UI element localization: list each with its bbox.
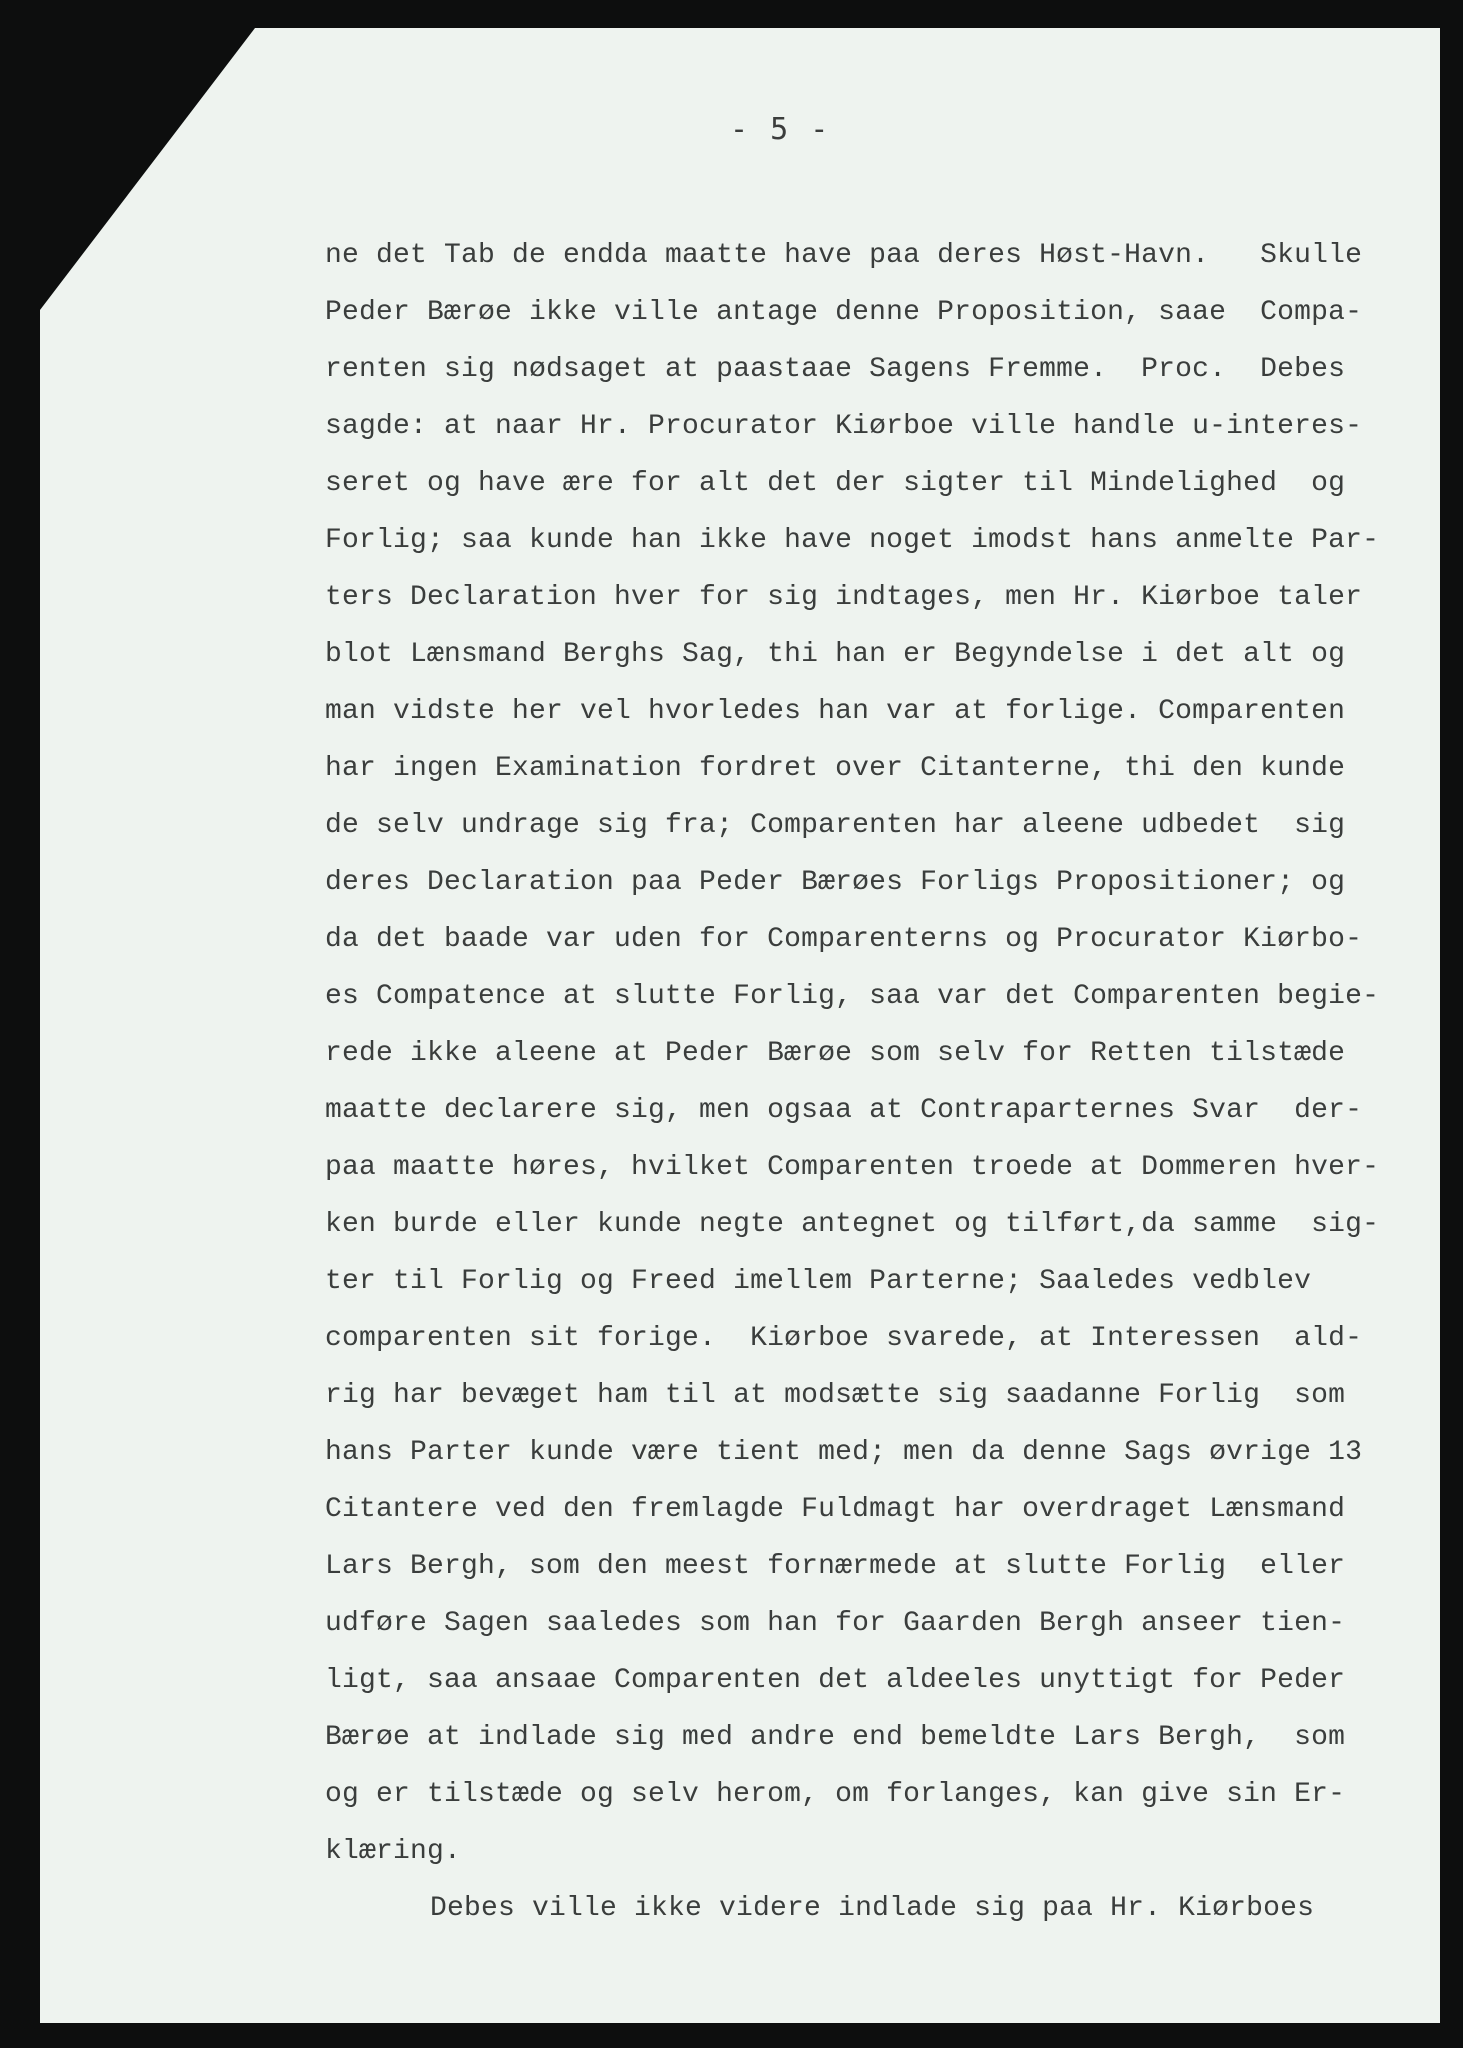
text-line: Lars Bergh, som den meest fornærmede at slutte Forlig eller: [325, 1551, 1346, 1582]
text-line: paa maatte høres, hvilket Comparenten troede at Dommeren hver-: [325, 1152, 1380, 1183]
text-line: ters Declaration hver for sig indtages, men Hr. Kiørboe taler: [325, 582, 1363, 613]
text-line: klæring.: [325, 1836, 462, 1867]
text-line: rig har bevæget ham til at modsætte sig saadanne Forlig som: [325, 1380, 1346, 1411]
text-line: ne det Tab de endda maatte have paa deres Høst-Havn. Skulle: [325, 240, 1363, 271]
text-line: Citantere ved den fremlagde Fuldmagt har overdraget Lænsmand: [325, 1494, 1346, 1525]
text-line: da det baade var uden for Comparenterns og Procurator Kiørbo-: [325, 924, 1363, 955]
text-line: hans Parter kunde være tient med; men da denne Sags øvrige 13: [325, 1437, 1363, 1468]
text-line: sagde: at naar Hr. Procurator Kiørboe ville handle u-interes-: [325, 411, 1363, 442]
text-line: maatte declarere sig, men ogsaa at Contraparternes Svar der-: [325, 1095, 1363, 1126]
text-line: deres Declaration paa Peder Bærøes Forligs Propositioner; og: [325, 867, 1346, 898]
text-line: es Compatence at slutte Forlig, saa var det Comparenten begie-: [325, 981, 1380, 1012]
text-line: og er tilstæde og selv herom, om forlanges, kan give sin Er-: [325, 1779, 1346, 1810]
text-line: renten sig nødsaget at paastaae Sagens Fremme. Proc. Debes: [325, 354, 1346, 385]
text-line: ligt, saa ansaae Comparenten det aldeeles unyttigt for Peder: [325, 1665, 1346, 1696]
text-line: ter til Forlig og Freed imellem Parterne; Saaledes vedblev: [325, 1266, 1312, 1297]
text-line: Peder Bærøe ikke ville antage denne Proposition, saae Compa-: [325, 297, 1363, 328]
text-line: Forlig; saa kunde han ikke have noget imodst hans anmelte Par-: [325, 525, 1380, 556]
text-line: har ingen Examination fordret over Citanterne, thi den kunde: [325, 753, 1346, 784]
text-line: blot Lænsmand Berghs Sag, thi han er Begyndelse i det alt og: [325, 639, 1346, 670]
text-line: rede ikke aleene at Peder Bærøe som selv for Retten tilstæde: [325, 1038, 1346, 1069]
text-line: udføre Sagen saaledes som han for Gaarden Bergh anseer tien-: [325, 1608, 1346, 1639]
typed-text-body: [325, 227, 1405, 1937]
text-line: man vidste her vel hvorledes han var at forlige. Comparenten: [325, 696, 1346, 727]
text-line: seret og have ære for alt det der sigter til Mindelighed og: [325, 468, 1346, 499]
text-line: Debes ville ikke videre indlade sig paa Hr. Kiørboes: [430, 1893, 1315, 1924]
text-line: comparenten sit forige. Kiørboe svarede, at Interessen ald-: [325, 1323, 1363, 1354]
page-number: - 5 -: [730, 112, 831, 147]
text-line: de selv undrage sig fra; Comparenten har aleene udbedet sig: [325, 810, 1346, 841]
text-line: Bærøe at indlade sig med andre end bemeldte Lars Bergh, som: [325, 1722, 1346, 1753]
text-line: ken burde eller kunde negte antegnet og tilført,da samme sig-: [325, 1209, 1380, 1240]
